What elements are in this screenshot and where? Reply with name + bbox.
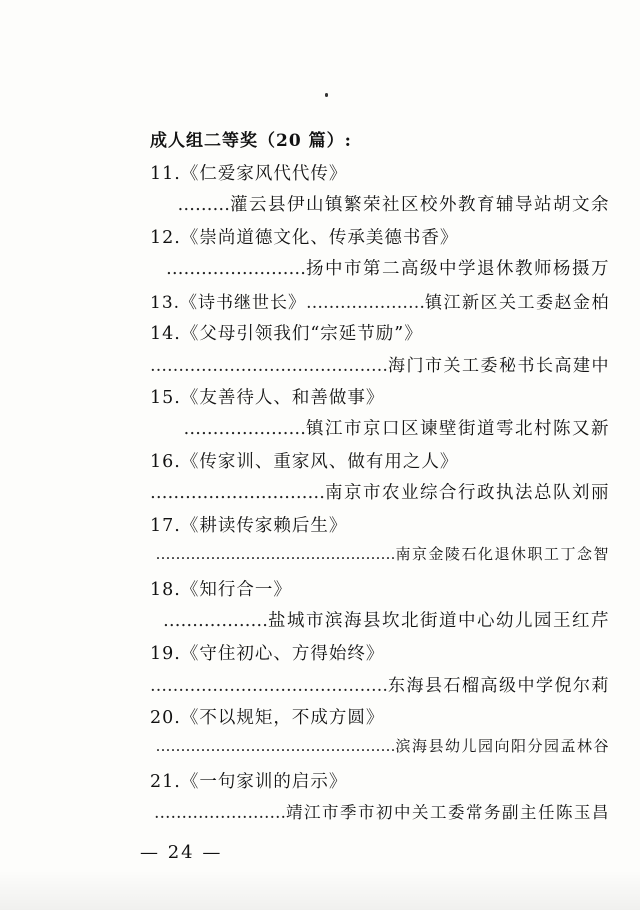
entry-title: 《崇尚道德文化、传承美德书香》 [180, 228, 459, 248]
entry-number: 19. [150, 644, 181, 664]
entry-author: 盐城市滨海县坎北街道中心幼儿园王红芹 [268, 611, 610, 631]
leader-dots: …………………………………… [150, 356, 388, 376]
entry-author: 滨海县幼儿园向阳分园孟林谷 [395, 737, 610, 755]
entry-title: 《友善待人、和善做事》 [180, 388, 385, 408]
entry-author: 镇江新区关工委赵金柏 [425, 293, 611, 313]
entry-author-line [163, 607, 610, 632]
entry-number: 20. [150, 708, 181, 728]
entry-author: 东海县石榴高级中学倪尔莉 [388, 676, 610, 696]
entry-title-line [150, 224, 458, 249]
entry-title: 《父母引领我们“宗延节励”》 [180, 324, 423, 344]
entry-title: 《一句家训的启示》 [180, 772, 348, 792]
leader-dots: ………………… [183, 419, 306, 439]
leader-dots: …………………… [166, 259, 306, 279]
entry-author-line [150, 479, 610, 504]
entry-title-line [150, 160, 347, 185]
entry-author: 南京金陵石化退休职工丁念智 [395, 545, 610, 563]
leader-dots: …………………… [154, 803, 286, 822]
entry-number: 14. [150, 324, 181, 344]
entry-title: 《耕读传家赖后生》 [180, 516, 348, 536]
entry-number: 17. [150, 516, 181, 536]
entry-number: 21. [150, 772, 181, 792]
entry-author-line [178, 191, 611, 216]
entry-author-line [150, 351, 610, 376]
entry-number: 12. [150, 228, 181, 248]
scan-speck [325, 93, 328, 97]
leader-dots: ……… [177, 195, 230, 215]
entry-author: 靖江市季市初中关工委常务副主任陈玉昌 [286, 803, 610, 822]
entry-author-line [166, 255, 610, 280]
entry-title-line [150, 640, 384, 665]
leader-dots: ………………… [306, 293, 426, 313]
entry-author-line [155, 543, 610, 564]
entry-author: 海门市关工委秘书长高建中 [388, 356, 610, 376]
entry-author: 灌云县伊山镇繁荣社区校外教育辅导站胡文余 [230, 195, 610, 215]
entry-title: 《不以规矩，不成方圆》 [180, 708, 385, 728]
entry-number: 18. [150, 580, 181, 600]
entry-title: 《守住初心、方得始终》 [180, 644, 385, 664]
entry-author-line [155, 735, 610, 756]
entry-number: 13. [150, 293, 181, 313]
entry-author: 南京市农业综合行政执法总队刘丽 [325, 483, 610, 503]
entry-title-line [150, 512, 347, 537]
entry-author-line [184, 415, 611, 440]
leader-dots: …………………………………… [150, 676, 388, 696]
entry-title: 《传家训、重家风、做有用之人》 [180, 452, 459, 472]
entry-author: 镇江市京口区谏壁街道雩北村陈又新 [306, 419, 610, 439]
entry-title-line [150, 320, 423, 345]
entry-author-line [150, 671, 610, 696]
leader-dots: ………………………………………… [155, 737, 396, 755]
leader-dots: ………………………………………… [155, 545, 396, 563]
entry-number: 16. [150, 452, 181, 472]
entry-title-line [150, 704, 384, 729]
page-number: — 24 — [140, 842, 223, 863]
entry-title-line [150, 288, 610, 313]
entry-title: 《仁爱家风代代传》 [180, 164, 348, 184]
entry-number: 15. [150, 388, 181, 408]
entry-title: 《知行合一》 [180, 580, 292, 600]
entry-title-line [150, 448, 458, 473]
entry-title-line [150, 768, 347, 793]
entry-author-line [154, 799, 610, 823]
scan-shadow [0, 870, 640, 910]
entry-title: 《诗书继世长》 [180, 293, 307, 313]
entry-author: 扬中市第二高级中学退休教师杨摄万 [306, 259, 610, 279]
leader-dots: ……………… [163, 611, 268, 631]
entry-title-line [150, 384, 384, 409]
leader-dots: ………………………… [150, 483, 325, 503]
entry-title-line [150, 576, 292, 601]
entry-number: 11. [150, 164, 181, 184]
section-title: 成人组二等奖（20 篇）: [150, 131, 352, 151]
